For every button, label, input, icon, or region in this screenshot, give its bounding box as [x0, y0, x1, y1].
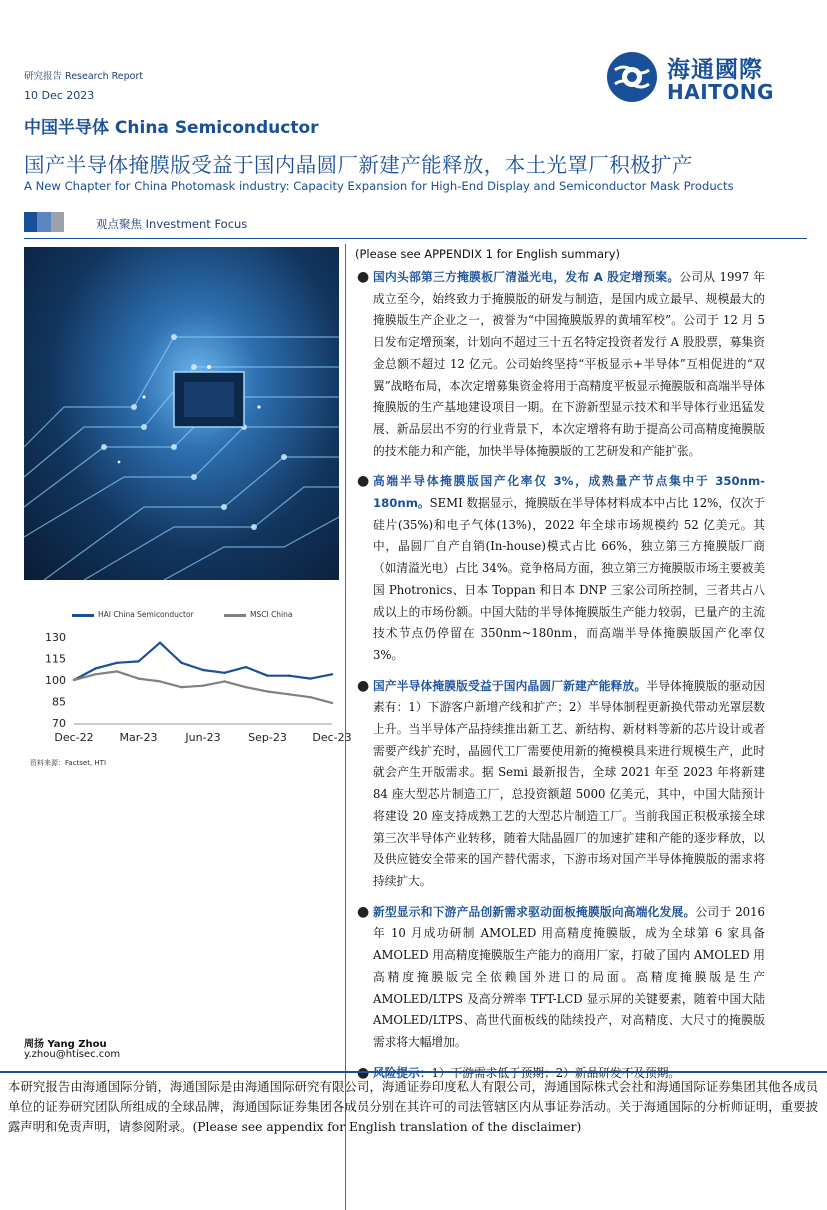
sector-title: 中国半导体 China Semiconductor — [24, 118, 319, 138]
series-point-msci — [73, 679, 75, 681]
legend-label-msci: MSCI China — [250, 610, 293, 619]
series-point-msci — [331, 702, 333, 704]
series-point-hai — [180, 662, 182, 664]
key-point-title: 新型显示和下游产品创新需求驱动面板掩膜版向高端化发展。 — [373, 904, 696, 919]
key-point-title: 高端半导体掩膜版国产化率仅 3%，成熟量产节点集中于 350nm-180nm。 — [373, 474, 765, 511]
x-tick-label: Jun-23 — [185, 731, 221, 744]
series-point-hai — [223, 672, 225, 674]
key-points-list — [355, 265, 765, 1084]
legend-item-msci — [224, 610, 293, 619]
key-point — [355, 471, 765, 666]
y-tick-label: 70 — [52, 717, 66, 730]
key-point-body: 半导体掩膜版的驱动因素有：1）下游客户新增产线和扩产；2）半导体制程更新换代带动光罩层数上升。当半导体产品持续推出新工艺、新结构、新材料等新的芯片设计或者需要产线扩充时，晶圆代工厂需要使用新的掩模模具来进行规模生产，此时就会产生开版需求。据 Semi 最新报告，全球 2021 年至 2023 年将新建 84 座大型芯片制造工厂，总投资额超 5000 亿美元，其中，中国大陆预计将建设 20 座支持成熟工艺的大型芯片制造工厂。当前我国正积极承接全球第三次半导体产业转移，随着大陆晶圆厂的加速扩建和产能的逐步释放，以及供应链安全带来的国产替代需求，下游市场对国产半导体掩膜版的需求将持续扩大。 — [373, 678, 765, 888]
series-point-msci — [180, 686, 182, 688]
x-tick-label: Mar-23 — [119, 731, 158, 744]
series-point-msci — [202, 685, 204, 687]
series-point-msci — [245, 686, 247, 688]
logo-text-cn: 海通國際 — [667, 57, 763, 83]
appendix-note: (Please see APPENDIX 1 for English summary) — [355, 247, 621, 261]
series-point-hai — [266, 675, 268, 677]
disclaimer-text: 本研究报告由海通国际分销，海通国际是由海通国际研究有限公司，海通证券印度私人有限公司，海通国际株式会社和海通国际证券集团其他各成员单位的证券研究团队所组成的全球品牌，海通国际证券集团各成员分别在其许可的司法管辖区内从事证券活动。关于海通国际的分析师证明，重要披露声明和免责声明，请参阅附录。(Please see appendix for English translation of the disclaimer) — [8, 1080, 818, 1134]
column-divider — [345, 244, 346, 1210]
legend-swatch-hai — [72, 614, 94, 617]
x-tick-label: Dec-22 — [54, 731, 94, 744]
series-point-hai — [245, 666, 247, 668]
series-point-hai — [331, 673, 333, 675]
y-tick-label: 85 — [52, 695, 66, 709]
series-line-hai — [74, 643, 332, 680]
y-tick-label: 100 — [45, 674, 66, 687]
report-title-cn: 国产半导体掩膜版受益于国内晶圆厂新建产能释放，本土光罩厂积极扩产 — [24, 153, 693, 177]
series-point-msci — [288, 693, 290, 695]
key-point-body: 公司从 1997 年成立至今，始终致力于掩膜版的研发与制造，是国内成立最早、规模最大的掩膜版生产企业之一，被誉为“中国掩膜版界的黄埔军校”。公司于 12 月 5 日发布定增预案，计划向不超过三十五名特定投资者发行 A 股股票，募集资金总额不超过 12 亿元。公司始终坚持“平板显示+半导体”互相促进的“双翼”战略布局，本次定增募集资金将用于高精度平板显示掩膜版和高端半导体掩膜版的生产基地建设项目一期。在下游新型显示技术和半导体行业迅猛发展、新品层出不穷的行业背景下，本次定增将有助于提高公司高精度掩膜版的技术能力和产能，加快半导体掩膜版的工艺研发和产能扩张。 — [373, 270, 765, 458]
report-type: 研究报告 Research Report — [24, 71, 144, 82]
series-point-msci — [159, 680, 161, 682]
footer-divider — [0, 1071, 827, 1073]
bullet-dot: ● — [357, 269, 370, 285]
key-point — [355, 267, 765, 462]
circuit-board-graphic — [24, 247, 339, 580]
haitong-logo-icon — [605, 50, 659, 104]
focus-color-bar — [24, 212, 64, 232]
x-tick-label: Dec-23 — [312, 731, 352, 744]
y-tick-label: 130 — [45, 631, 66, 644]
bullet-dot: ● — [357, 473, 370, 490]
focus-divider — [24, 238, 807, 239]
key-point-body: 公司于 2016 年 10 月成功研制 AMOLED 用高精度掩膜版，成为全球第 6 家具备 AMOLED 用高精度掩膜版生产能力的商用厂家，打破了国内 AMOLED 用高精度掩膜版完全依赖国外进口的局面。高精度掩膜版是生产 AMOLED/LTPS 及高分辨率 TFT-LCD 显示屏的关键要素，随着中国大陆 AMOLED/LTPS、高世代面板线的陆续投产，对高精度、大尺寸的掩膜版需求将大幅增加。 — [373, 904, 765, 1049]
author-name: 周扬 Yang Zhou — [24, 1039, 107, 1050]
key-point — [355, 902, 765, 1054]
key-point — [355, 676, 765, 893]
legend-item-hai — [72, 610, 194, 619]
report-title-en: A New Chapter for China Photomask industry: Capacity Expansion for High-End Display and Semiconductor Mask Products — [24, 179, 734, 193]
legend-swatch-msci — [224, 614, 246, 617]
haitong-logo — [605, 50, 805, 106]
report-date: 10 Dec 2023 — [24, 89, 95, 102]
series-point-hai — [137, 660, 139, 662]
series-point-msci — [116, 670, 118, 672]
series-point-hai — [116, 662, 118, 664]
legend-label-hai: HAI China Semiconductor — [98, 610, 194, 619]
bullet-dot: ● — [357, 903, 370, 920]
key-point-title: 国内头部第三方掩膜板厂清溢光电，发布 A 股定增预案。 — [373, 270, 680, 284]
bullet-dot: ● — [357, 677, 370, 694]
focus-swatch-2 — [37, 212, 50, 232]
investment-focus-label: 观点聚焦 Investment Focus — [96, 217, 248, 231]
series-point-msci — [94, 673, 96, 675]
x-tick-label: Sep-23 — [248, 731, 287, 744]
series-point-hai — [159, 642, 161, 644]
key-point-title: 国产半导体掩膜版受益于国内晶圆厂新建产能释放。 — [373, 678, 647, 693]
series-point-msci — [266, 690, 268, 692]
chart-source: 资料来源：Factset, HTI — [30, 759, 107, 767]
performance-line-chart — [24, 625, 352, 750]
series-point-hai — [94, 667, 96, 669]
series-point-hai — [309, 677, 311, 679]
focus-swatch-3 — [51, 212, 64, 232]
series-point-hai — [288, 675, 290, 677]
focus-swatch-1 — [24, 212, 37, 232]
key-point-body: SEMI 数据显示，掩膜版在半导体材料成本中占比 12%，仅次于硅片(35%)和电子气体(13%)，2022 年全球市场规模约 52 亿美元。其中，晶圆厂自产自销(In-house)模式占比 66%，独立第三方掩膜版厂商（如清溢光电）占比 34%。竞争格局方面，独立第三方掩膜版市场主要被美国 Photronics、日本 Toppan 和日本 DNP 三家公司所控制，三者共占八成以上的市场份额。中国大陆的半导体掩膜版生产能力较弱，已量产的主流技术节点仍停留在 350nm~180nm，而高端半导体掩膜版国产化率仅 3%。 — [373, 496, 766, 662]
series-point-hai — [202, 669, 204, 671]
logo-text-en: HAITONG — [667, 80, 774, 104]
author-email[interactable]: y.zhou@htisec.com — [24, 1049, 121, 1060]
series-point-msci — [309, 696, 311, 698]
y-tick-label: 115 — [45, 652, 66, 666]
hero-image-circuit-board — [24, 247, 339, 580]
series-point-msci — [137, 677, 139, 679]
series-point-msci — [223, 680, 225, 682]
